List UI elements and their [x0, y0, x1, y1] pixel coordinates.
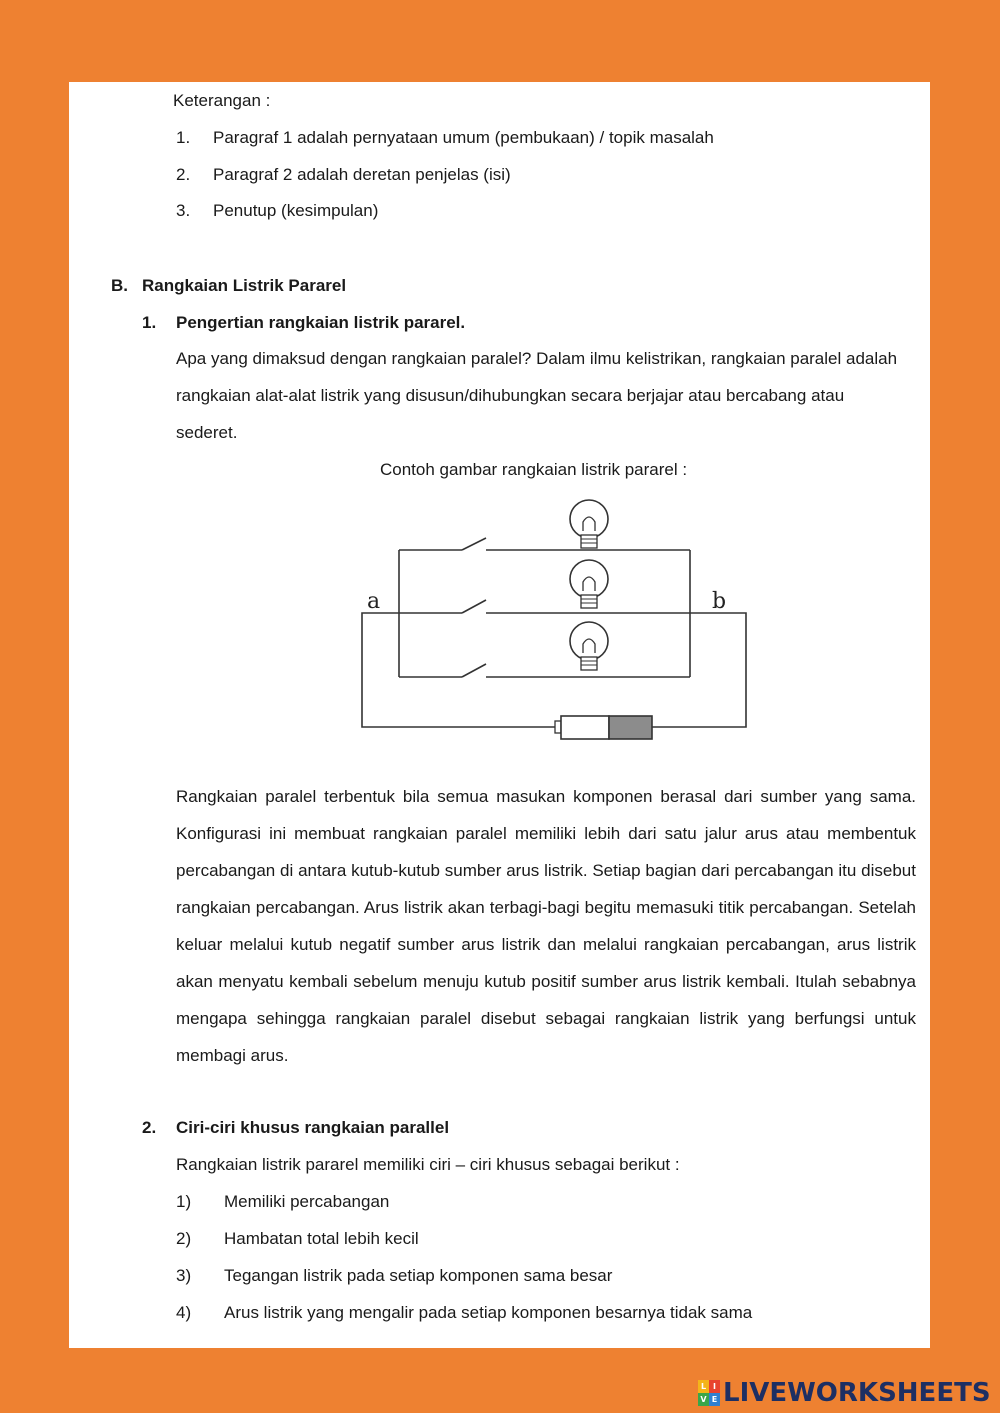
keterangan-item-number: 3. [176, 201, 191, 220]
parallel-circuit-diagram [355, 495, 755, 745]
bulb-icon [570, 622, 608, 670]
section-letter: B. [111, 276, 128, 295]
keterangan-item-number: 2. [176, 165, 191, 184]
keterangan-item-text: Paragraf 2 adalah deretan penjelas (isi) [213, 165, 511, 184]
explanation-paragraph: Rangkaian paralel terbentuk bila semua masukan komponen berasal dari sumber yang sama. Konfigurasi ini membuat rangkaian paralel memiliki lebih dari satu jalur arus atau membentuk percabangan di antara kutub-kutub sumber arus listrik. Setiap bagian dari percabangan itu disebut rangkaian percabangan. Arus listrik akan terbagi-bagi begitu memasuki titik percabangan. Setelah keluar melalui kutub negatif sumber arus listrik dan melalui rangkaian percabangan, arus listrik akan menyatu kembali sebelum menuju kutub positif sumber arus listrik kembali. Itulah sebabnya mengapa sehingga rangkaian paralel disebut sebagai rangkaian listrik yang berfungsi untuk membagi arus. [176, 787, 916, 1065]
keterangan-item-text: Paragraf 1 adalah pernyataan umum (pembukaan) / topik masalah [213, 128, 714, 147]
live-badge-icon [698, 1380, 720, 1406]
bulb-icon [570, 500, 608, 548]
keterangan-item-text: Penutup (kesimpulan) [213, 201, 379, 220]
characteristic-text: Memiliki percabangan [224, 1192, 390, 1211]
logo-text: LIVEWORKSHEETS [723, 1378, 991, 1408]
badge-letter: L [698, 1380, 709, 1393]
keterangan-label: Keterangan : [173, 91, 271, 110]
characteristic-text: Tegangan listrik pada setiap komponen sama besar [224, 1266, 613, 1285]
point-title: Ciri-ciri khusus rangkaian parallel [176, 1118, 450, 1137]
liveworksheets-logo [698, 1378, 991, 1408]
characteristic-number: 3) [176, 1266, 192, 1285]
definition-paragraph: Apa yang dimaksud dengan rangkaian paralel? Dalam ilmu kelistrikan, rangkaian paralel adalah rangkaian alat-alat listrik yang disusun/dihubungkan secara berjajar atau bercabang atau sederet. [176, 349, 898, 442]
characteristic-text: Hambatan total lebih kecil [224, 1229, 419, 1248]
diagram-caption: Contoh gambar rangkaian listrik pararel : [380, 460, 688, 479]
keterangan-item-number: 1. [176, 128, 191, 147]
characteristics-intro: Rangkaian listrik pararel memiliki ciri – ciri khusus sebagai berikut : [176, 1155, 680, 1174]
characteristic-number: 4) [176, 1303, 192, 1322]
battery-icon [555, 716, 652, 739]
badge-letter: I [709, 1380, 720, 1393]
badge-letter: E [709, 1393, 720, 1406]
characteristic-text: Arus listrik yang mengalir pada setiap komponen besarnya tidak sama [224, 1303, 753, 1322]
characteristic-number: 2) [176, 1229, 192, 1248]
node-label-b: b [712, 589, 727, 614]
section-title: Rangkaian Listrik Pararel [142, 276, 347, 295]
bulb-icon [570, 560, 608, 608]
point-number: 1. [142, 313, 157, 332]
point-title: Pengertian rangkaian listrik pararel. [176, 313, 466, 332]
badge-letter: V [698, 1393, 709, 1406]
point-number: 2. [142, 1118, 157, 1137]
characteristic-number: 1) [176, 1192, 192, 1211]
node-label-a: a [367, 589, 381, 614]
